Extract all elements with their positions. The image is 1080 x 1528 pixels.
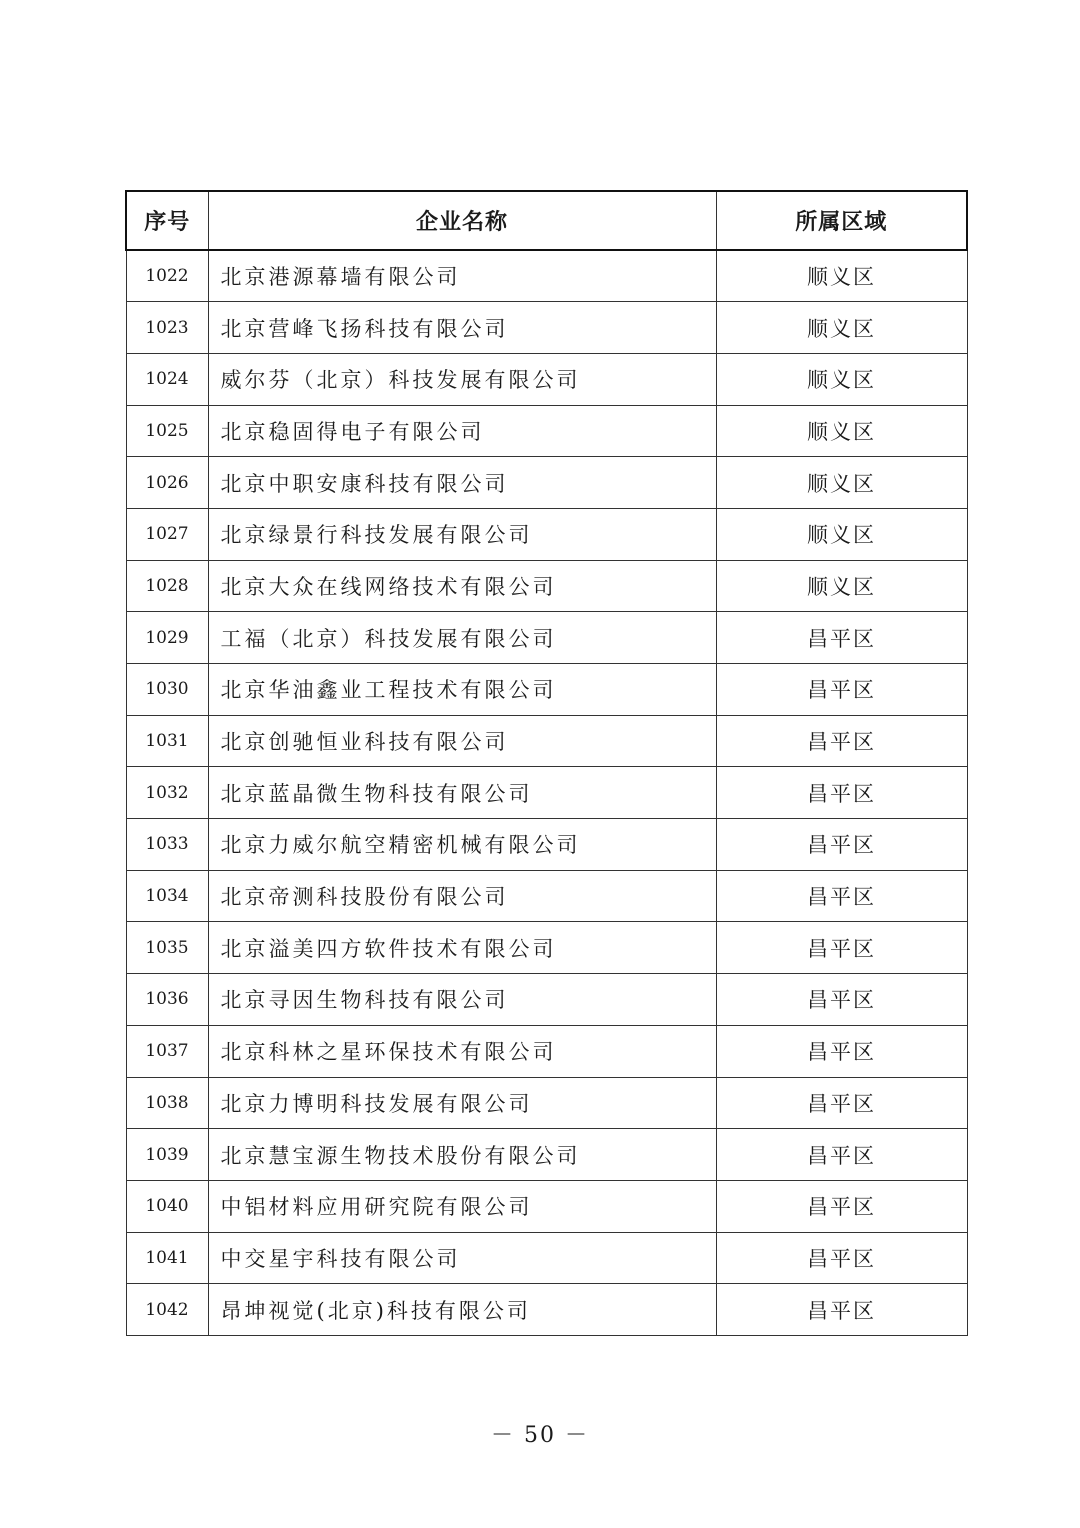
- table-body: [126, 250, 967, 1335]
- index-cell: 1042: [126, 1284, 208, 1336]
- table-row: [126, 302, 967, 354]
- company-name-cell: 北京科林之星环保技术有限公司: [208, 1025, 716, 1077]
- region-cell: 顺义区: [716, 508, 967, 560]
- table-row: [126, 353, 967, 405]
- index-cell: 1037: [126, 1025, 208, 1077]
- company-name-cell: 北京大众在线网络技术有限公司: [208, 560, 716, 612]
- index-cell: 1031: [126, 715, 208, 767]
- company-name-cell: 北京营峰飞扬科技有限公司: [208, 302, 716, 354]
- company-name-cell: 工福（北京）科技发展有限公司: [208, 612, 716, 664]
- company-name-cell: 北京寻因生物科技有限公司: [208, 974, 716, 1026]
- table-row: [126, 974, 967, 1026]
- table-row: [126, 1025, 967, 1077]
- index-cell: 1022: [126, 250, 208, 302]
- region-cell: 昌平区: [716, 1077, 967, 1129]
- header-company-name: 企业名称: [208, 191, 716, 250]
- company-name-cell: 北京帝测科技股份有限公司: [208, 870, 716, 922]
- table-header: [126, 191, 967, 250]
- company-name-cell: 北京中职安康科技有限公司: [208, 457, 716, 509]
- company-table: [125, 190, 968, 1336]
- region-cell: 昌平区: [716, 1025, 967, 1077]
- page-number: － 50 －: [491, 1423, 589, 1448]
- region-cell: 昌平区: [716, 1232, 967, 1284]
- index-cell: 1035: [126, 922, 208, 974]
- index-cell: 1028: [126, 560, 208, 612]
- region-cell: 顺义区: [716, 457, 967, 509]
- table-row: [126, 1232, 967, 1284]
- company-name-cell: 北京港源幕墙有限公司: [208, 250, 716, 302]
- company-name-cell: 北京创驰恒业科技有限公司: [208, 715, 716, 767]
- region-cell: 顺义区: [716, 405, 967, 457]
- table-row: [126, 1077, 967, 1129]
- company-name-cell: 北京华油鑫业工程技术有限公司: [208, 664, 716, 716]
- table-row: [126, 405, 967, 457]
- index-cell: 1036: [126, 974, 208, 1026]
- table-row: [126, 767, 967, 819]
- table-row: [126, 508, 967, 560]
- region-cell: 昌平区: [716, 612, 967, 664]
- region-cell: 昌平区: [716, 664, 967, 716]
- company-name-cell: 北京溢美四方软件技术有限公司: [208, 922, 716, 974]
- region-cell: 昌平区: [716, 1180, 967, 1232]
- region-cell: 昌平区: [716, 767, 967, 819]
- header-region: 所属区域: [716, 191, 967, 250]
- region-cell: 昌平区: [716, 870, 967, 922]
- index-cell: 1023: [126, 302, 208, 354]
- company-name-cell: 北京绿景行科技发展有限公司: [208, 508, 716, 560]
- company-name-cell: 北京蓝晶微生物科技有限公司: [208, 767, 716, 819]
- company-name-cell: 威尔芬（北京）科技发展有限公司: [208, 353, 716, 405]
- company-name-cell: 北京力博明科技发展有限公司: [208, 1077, 716, 1129]
- company-name-cell: 北京稳固得电子有限公司: [208, 405, 716, 457]
- table-row: [126, 715, 967, 767]
- table-row: [126, 819, 967, 871]
- index-cell: 1033: [126, 819, 208, 871]
- table-row: [126, 1129, 967, 1181]
- header-row: [126, 191, 967, 250]
- region-cell: 昌平区: [716, 1129, 967, 1181]
- company-name-cell: 昂坤视觉(北京)科技有限公司: [208, 1284, 716, 1336]
- company-name-cell: 中交星宇科技有限公司: [208, 1232, 716, 1284]
- index-cell: 1038: [126, 1077, 208, 1129]
- region-cell: 昌平区: [716, 715, 967, 767]
- index-cell: 1041: [126, 1232, 208, 1284]
- table-row: [126, 1284, 967, 1336]
- index-cell: 1029: [126, 612, 208, 664]
- table-row: [126, 870, 967, 922]
- table-row: [126, 560, 967, 612]
- table-row: [126, 612, 967, 664]
- index-cell: 1024: [126, 353, 208, 405]
- region-cell: 昌平区: [716, 1284, 967, 1336]
- company-name-cell: 北京力威尔航空精密机械有限公司: [208, 819, 716, 871]
- region-cell: 昌平区: [716, 819, 967, 871]
- index-cell: 1032: [126, 767, 208, 819]
- table-row: [126, 922, 967, 974]
- index-cell: 1026: [126, 457, 208, 509]
- table-row: [126, 457, 967, 509]
- index-cell: 1040: [126, 1180, 208, 1232]
- header-index: 序号: [126, 191, 208, 250]
- index-cell: 1027: [126, 508, 208, 560]
- table-row: [126, 664, 967, 716]
- company-name-cell: 北京慧宝源生物技术股份有限公司: [208, 1129, 716, 1181]
- table-row: [126, 1180, 967, 1232]
- index-cell: 1039: [126, 1129, 208, 1181]
- index-cell: 1025: [126, 405, 208, 457]
- region-cell: 顺义区: [716, 250, 967, 302]
- region-cell: 昌平区: [716, 922, 967, 974]
- company-name-cell: 中铝材料应用研究院有限公司: [208, 1180, 716, 1232]
- region-cell: 顺义区: [716, 302, 967, 354]
- region-cell: 昌平区: [716, 974, 967, 1026]
- region-cell: 顺义区: [716, 560, 967, 612]
- index-cell: 1034: [126, 870, 208, 922]
- table-row: [126, 250, 967, 302]
- index-cell: 1030: [126, 664, 208, 716]
- region-cell: 顺义区: [716, 353, 967, 405]
